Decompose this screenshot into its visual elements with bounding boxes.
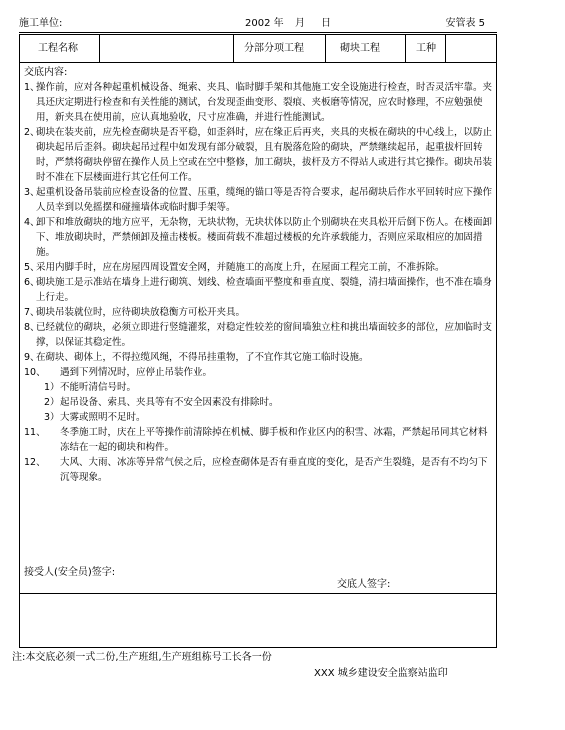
item-text: 已经就位的砌块，必须立即进行竖缝灌浆，对稳定性较差的窗间墙独立柱和挑出墙面较多的部位，应加临时支撑，以保证其稳定性。	[36, 322, 493, 348]
disclosure-item	[24, 260, 494, 275]
project-name-field[interactable]	[100, 35, 234, 62]
receiver-signature-label: 接受人(安全员)签字:	[24, 567, 116, 578]
item-number: 1）	[44, 382, 60, 393]
item-text: 不能听清信号时。	[60, 382, 137, 393]
project-name-label: 工程名称	[38, 43, 78, 54]
item-number: 2）	[44, 397, 60, 408]
construction-unit-label: 施工单位:	[19, 18, 63, 29]
disclosure-form	[19, 34, 497, 648]
disclosure-item	[24, 275, 494, 305]
project-name-label-cell	[20, 35, 100, 62]
date-month: 月	[295, 18, 305, 29]
item-number: 7、	[24, 307, 40, 318]
info-row	[20, 35, 496, 63]
disclosure-item	[24, 125, 494, 185]
disclosure-item	[24, 320, 494, 350]
item-text: 在砌块、砌体上，不得拉缆风绳，不得吊挂重物，了不宜作其它施工临时设施。	[36, 352, 369, 363]
item-text: 冬季施工时，庆在上平等操作前清除掉在机械、脚手板和作业区内的积雪、冰霜，严禁起吊同其它材料冻结在一起的砌块和构件。	[60, 427, 488, 453]
disclosure-item	[24, 350, 494, 365]
disclosure-content-section	[20, 63, 496, 594]
discloser-signature-label: 交底人签字:	[337, 579, 391, 590]
item-text: 大风、大雨、冰冻等异常气侯之后，应检查砌体是否有垂直度的变化，是否产生裂缝，是否有不均匀下沉等现象。	[60, 457, 488, 483]
item-text: 起重机设备吊装前应检查设备的位置、压重，缆绳的锚口等是否符合要求，起吊砌块后作水平回转时应下操作人员幸到以免摇摆和碰撞墙体或临时脚手架等。	[36, 187, 493, 213]
trade-label: 工种	[416, 43, 436, 54]
sub-project-value: 砌块工程	[340, 43, 380, 54]
sub-project-field[interactable]	[326, 35, 406, 62]
item-text: 起吊设备、索具、夹具等有不安全因素没有排除时。	[60, 397, 279, 408]
disclosure-item	[24, 185, 494, 215]
date-year: 2002 年	[245, 18, 284, 29]
item-text: 卸下和堆放砌块的地方应平，无杂物，无块状物，无块状体以防止个别砌块在夹具松开后倒下伤人。在楼面卸下、堆放砌块时，严禁倾卸及撞击楼板。楼面荷载不准超过楼板的允许承载能力，否则应采取相应的加固措施。	[36, 217, 493, 258]
item-number: 3）	[44, 412, 60, 423]
item-number: 6、	[24, 277, 40, 288]
disclosure-items-list	[24, 80, 494, 485]
item-text: 砌块施工是示准站在墙身上进行砌筑、划线、检查墙面平整度和垂直度、裂缝，清扫墙面操作，也不准在墙身上行走。	[36, 277, 493, 303]
form-header	[19, 16, 497, 33]
item-number: 9、	[24, 352, 40, 363]
item-number: 11、	[24, 427, 46, 438]
sub-project-label: 分部分项工程	[244, 43, 304, 54]
item-number: 3、	[24, 187, 40, 198]
item-number: 1、	[24, 82, 40, 93]
form-number: 安管表 5	[445, 18, 485, 29]
disclosure-subitem	[24, 380, 494, 395]
item-number: 12、	[24, 457, 46, 468]
disclosure-item	[24, 365, 494, 380]
item-number: 8、	[24, 322, 40, 333]
sub-project-label-cell	[234, 35, 326, 62]
item-text: 操作前，应对各种起重机械设备、绳索、夹具、临时脚手架和其他施工安全设施进行检查，时否灵活牢靠。夹具还庆定期进行检查和有关性能的测试，台发现歪曲变形、裂痕、夹板磨等情况，应农时修理，不应勉强使用，新夹具在使用前，应认真地验收，尺寸应准确，并进行性能测试。	[36, 82, 493, 123]
trade-label-cell	[406, 35, 446, 62]
item-text: 采用内脚手时，应在房屋四周设置安全网，并随施工的高度上升，在屋面工程完工前，不准拆除。	[36, 262, 445, 273]
disclosure-subitem	[24, 410, 494, 425]
disclosure-item	[24, 215, 494, 260]
footnote: 注:本交底必须一式二份,生产班组,生产班组栋号工长各一份	[12, 652, 272, 663]
item-text: 砌块吊装就位时，应待砌块放稳衡方可松开夹具。	[36, 307, 246, 318]
date-day: 日	[321, 18, 331, 29]
item-text: 遇到下列情况时，应停止吊装作业。	[60, 367, 213, 378]
item-number: 5、	[24, 262, 40, 273]
supervision-stamp: XXX 城乡建设安全监察站监印	[314, 668, 448, 679]
item-number: 10、	[24, 367, 46, 378]
item-number: 2、	[24, 127, 40, 138]
trade-field[interactable]	[446, 35, 496, 62]
disclosure-subitem	[24, 395, 494, 410]
disclosure-item	[24, 425, 494, 455]
disclosure-item	[24, 305, 494, 320]
item-text: 砌块在装夹前，应先检查砌块是否平稳，如歪斜时，应在缘正后再夹，夹具的夹板在砌块的中心线上，以防止砌块起吊后歪斜。砌块起吊过程中如发现有部分破裂，且有脱落危险的砌块，严禁继续起吊，起重拔杆回转 时，严禁将砌块停留在操作人员上空或在空中整修，加工砌块，拔杆及方不得站人或进行其它操作。砌块吊装时不准在下层楼面进行其它任何工作。	[36, 127, 493, 183]
disclosure-item	[24, 80, 494, 125]
content-heading: 交底内容:	[24, 67, 68, 78]
item-number: 4、	[24, 217, 40, 228]
item-text: 大雾或照明不足时。	[60, 412, 146, 423]
disclosure-item	[24, 455, 494, 485]
